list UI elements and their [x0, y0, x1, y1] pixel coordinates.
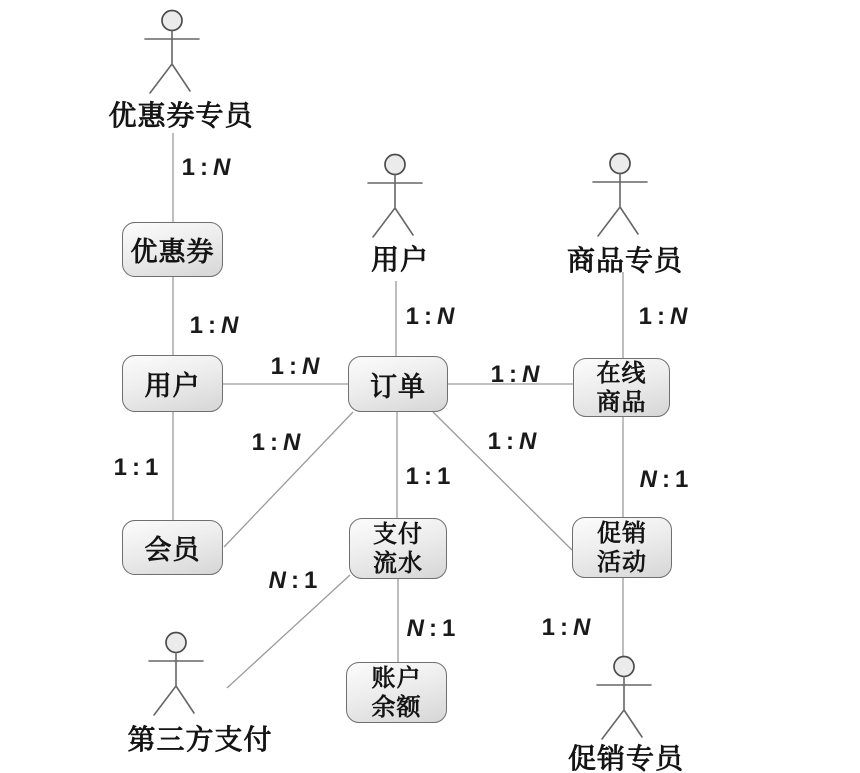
entity-user [122, 355, 223, 412]
actor-label-coupon-specialist: 优惠券专员 [108, 100, 254, 131]
entity-payment-flow [349, 518, 447, 579]
entity-order [348, 356, 448, 412]
cardinality-to: 1 [441, 615, 456, 642]
cardinality-colon: : [661, 466, 670, 493]
cardinality-from: N [268, 567, 286, 594]
cardinality-colon: : [200, 154, 209, 181]
relation-label-user--member [114, 454, 159, 482]
relation-label-user-actor--order [406, 303, 455, 331]
entity-coupon-label: 优惠券 [130, 237, 215, 267]
cardinality-to: N [437, 303, 455, 330]
cardinality-colon: : [290, 567, 299, 594]
entity-user-label: 用户 [144, 371, 201, 401]
cardinality-to: N [573, 614, 591, 641]
cardinality-from: 1 [541, 614, 556, 641]
cardinality-colon: : [132, 454, 140, 481]
relation-label-third-party-payment--payment-flow [269, 567, 318, 595]
cardinality-to: N [221, 312, 239, 339]
cardinality-to: N [213, 154, 231, 181]
actor-label-user: 用户 [370, 244, 430, 275]
cardinality-colon: : [424, 463, 432, 490]
relation-label-order--payment-flow [406, 463, 451, 491]
cardinality-to: N [283, 429, 301, 456]
actor-label-third-party-payment: 第三方支付 [127, 724, 273, 755]
cardinality-from: 1 [189, 312, 204, 339]
entity-online-product [573, 358, 670, 417]
actor-figure-user [368, 155, 422, 238]
entity-payment-flow-label-line2: 流水 [373, 549, 423, 577]
cardinality-to: N [519, 428, 537, 455]
actor-figure-coupon-specialist [145, 11, 199, 94]
relation-label-user--order [271, 353, 320, 381]
cardinality-from: 1 [251, 429, 266, 456]
cardinality-to: 1 [674, 466, 689, 493]
entity-payment-flow-label-line1: 支付 [373, 520, 423, 548]
entity-online-product-label-line2: 商品 [596, 388, 647, 416]
cardinality-from: 1 [487, 428, 502, 455]
entity-promotion-activity [572, 517, 672, 578]
cardinality-to: N [302, 353, 320, 380]
cardinality-to: 1 [437, 463, 451, 490]
relation-label-payment-flow--account-balance [407, 615, 456, 643]
cardinality-from: 1 [490, 361, 505, 388]
cardinality-from: 1 [181, 154, 196, 181]
cardinality-to: 1 [303, 567, 318, 594]
entity-online-product-label-line1: 在线 [596, 359, 647, 387]
cardinality-colon: : [657, 303, 666, 330]
entity-member-label: 会员 [144, 535, 201, 565]
relation-label-online-product--promotion-activity [640, 466, 689, 494]
cardinality-to: 1 [145, 454, 159, 481]
cardinality-colon: : [270, 429, 279, 456]
entity-account-balance [346, 662, 447, 723]
cardinality-from: 1 [405, 303, 420, 330]
cardinality-colon: : [208, 312, 217, 339]
cardinality-from: N [639, 466, 657, 493]
entity-member [122, 520, 223, 575]
relation-label-promotion-activity--promotion-specialist [542, 614, 591, 642]
relation-label-coupon--user [190, 312, 239, 340]
cardinality-to: N [522, 361, 540, 388]
entity-promotion-activity-label-line1: 促销 [597, 519, 647, 547]
actor-label-promotion-specialist: 促销专员 [567, 743, 685, 773]
actor-figure-third-party-payment [149, 633, 203, 716]
relation-label-product-specialist--online-product [639, 303, 688, 331]
cardinality-from: 1 [405, 463, 419, 490]
relation-label-coupon-specialist--coupon [182, 154, 231, 182]
cardinality-colon: : [289, 353, 298, 380]
relation-label-order--online-product [491, 361, 540, 389]
cardinality-colon: : [428, 615, 437, 642]
cardinality-from: 1 [270, 353, 285, 380]
cardinality-from: 1 [113, 454, 127, 481]
cardinality-colon: : [424, 303, 433, 330]
entity-account-balance-label-line1: 账户 [371, 664, 422, 692]
relation-label-order--promotion-activity [488, 428, 537, 456]
cardinality-from: N [406, 615, 424, 642]
entity-promotion-activity-label-line2: 活动 [597, 548, 647, 576]
cardinality-to: N [670, 303, 688, 330]
entity-order-label: 订单 [370, 371, 426, 402]
actor-figure-product-specialist [593, 154, 647, 237]
entity-coupon [122, 222, 223, 277]
cardinality-colon: : [560, 614, 569, 641]
entity-account-balance-label-line2: 余额 [371, 693, 422, 721]
actor-label-product-specialist: 商品专员 [566, 245, 684, 276]
cardinality-colon: : [509, 361, 518, 388]
cardinality-from: 1 [638, 303, 653, 330]
actor-figure-promotion-specialist [597, 657, 651, 740]
cardinality-colon: : [506, 428, 515, 455]
relation-label-member--order [252, 429, 301, 457]
